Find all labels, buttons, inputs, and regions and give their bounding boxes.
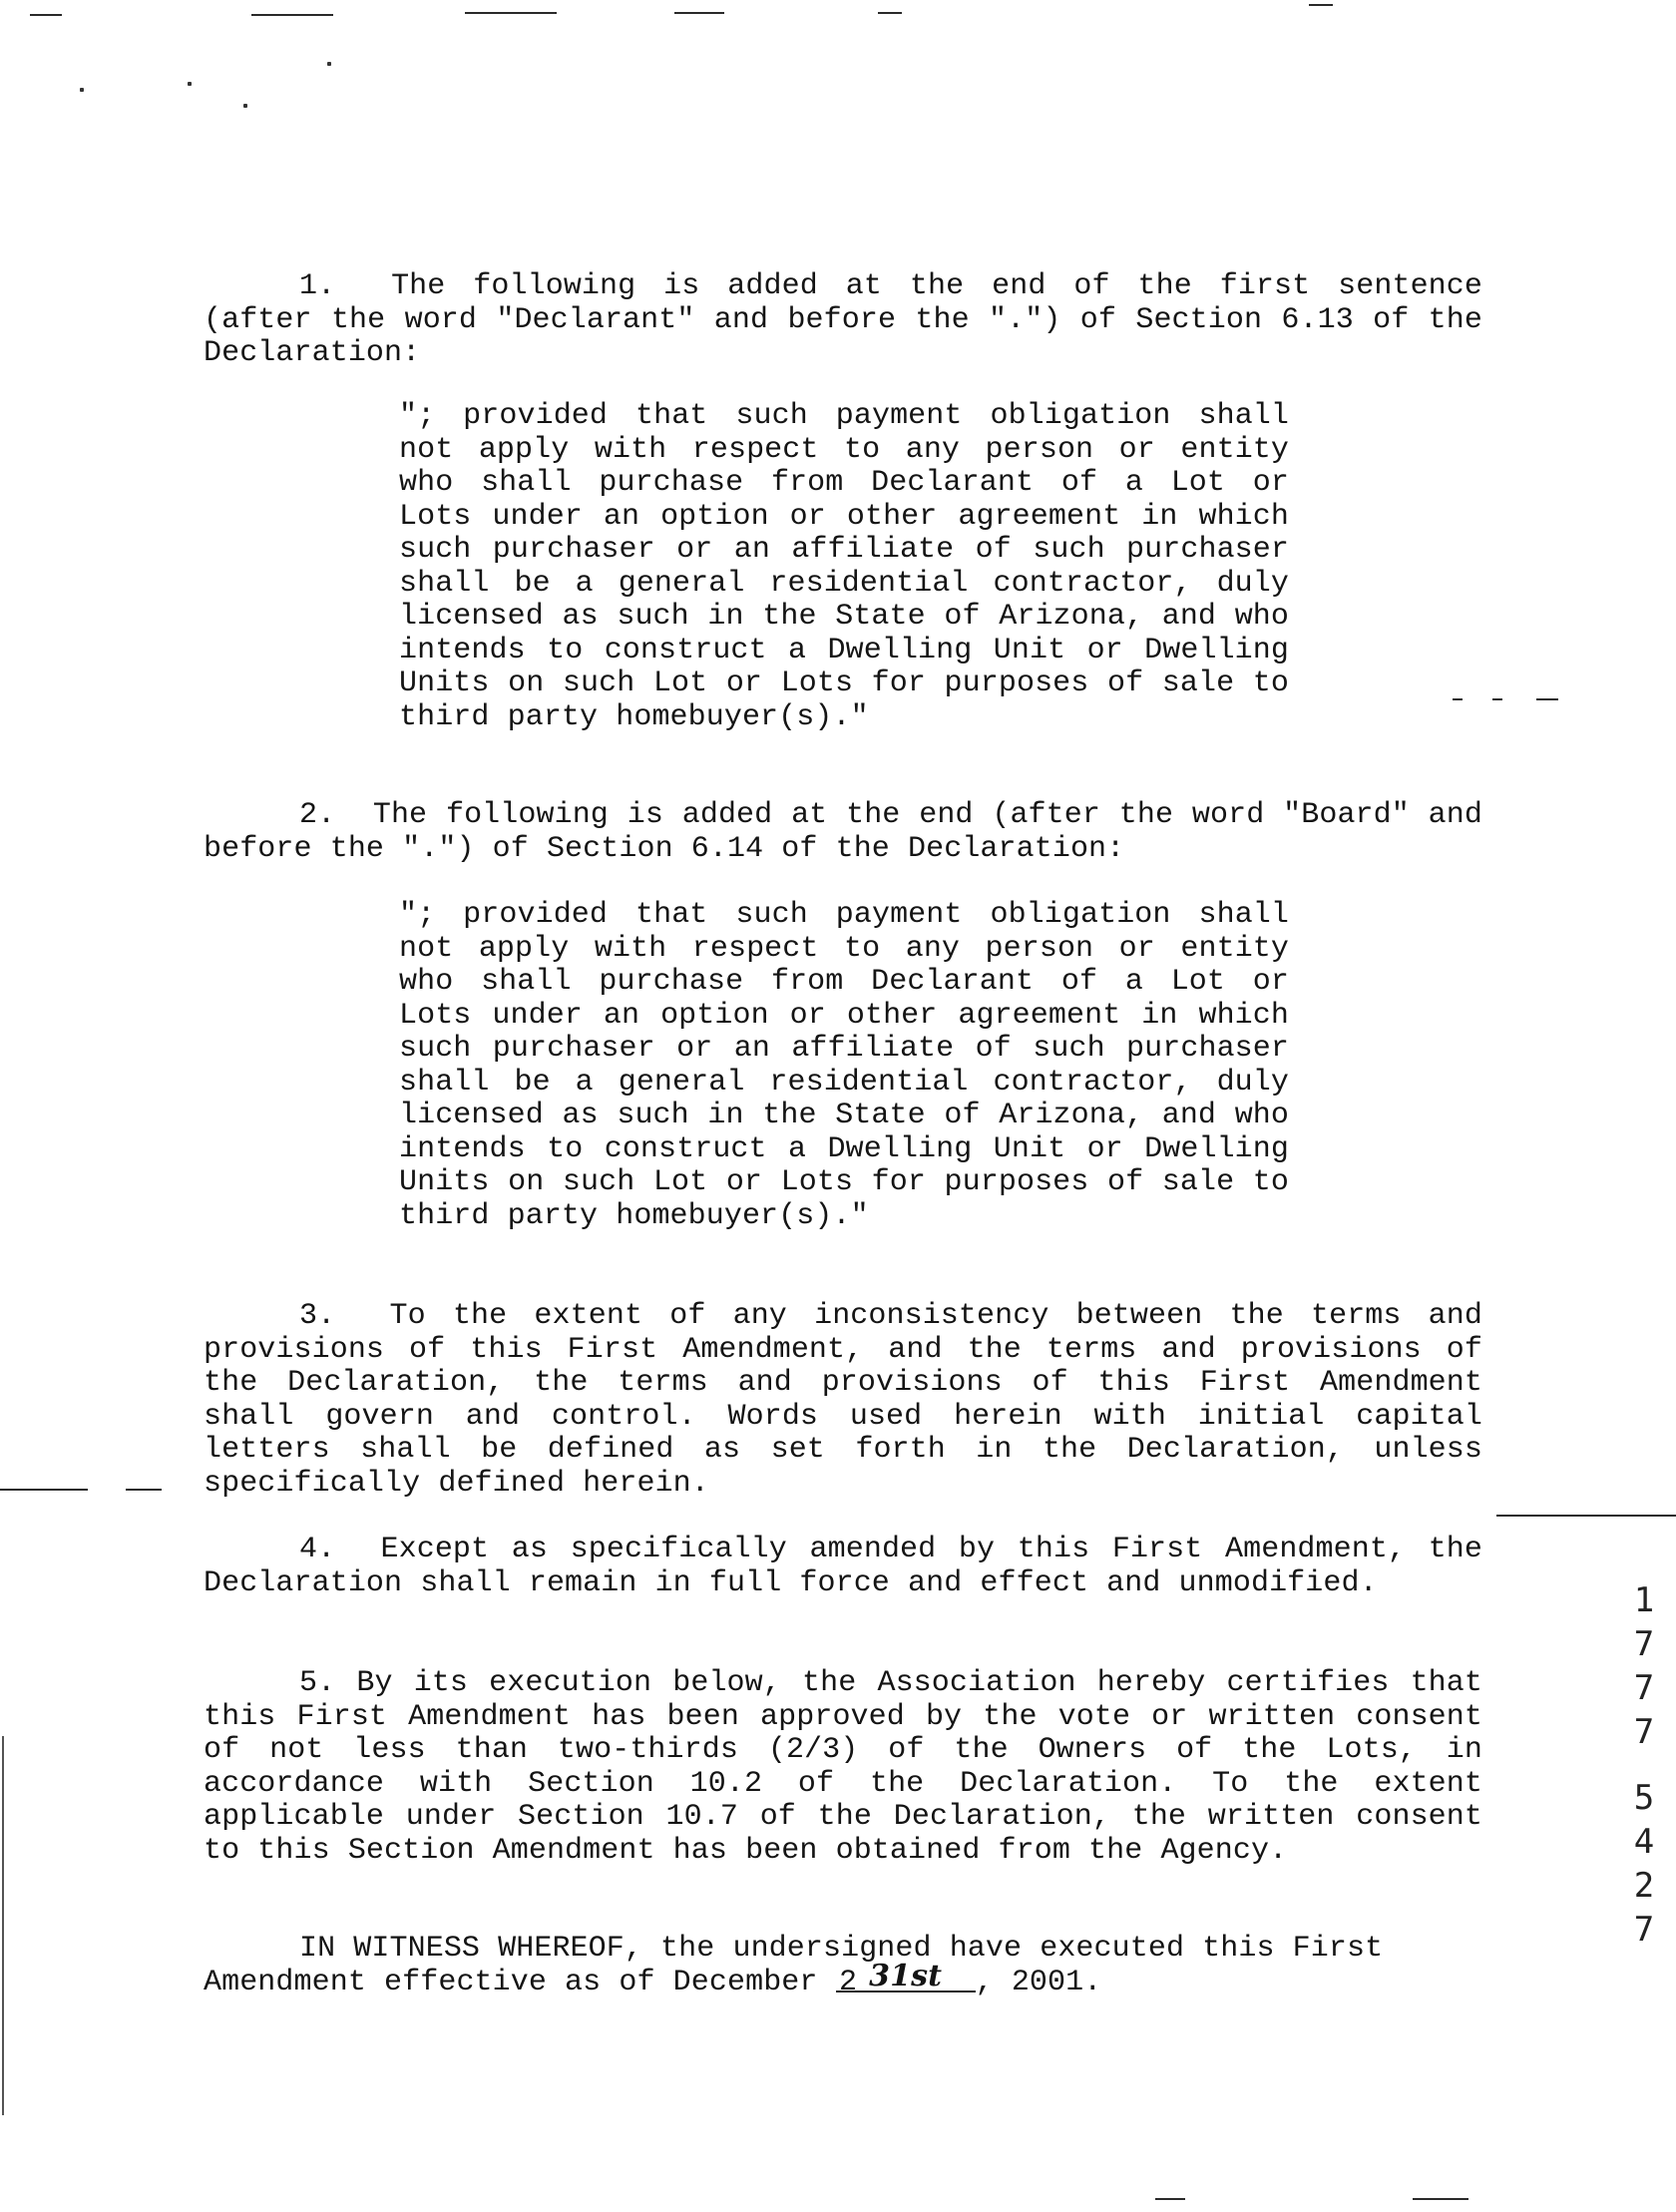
quoted-proviso-1-text: "; provided that such payment obligation shall not apply with respect to any person or entity who shall purchase from Declarant of a Lot or Lots under an option or other agreement in which such purchaser or an affiliate of such purchaser shall be a general residential contractor, duly licensed as such in the State of Arizona, and who intends to construct a Dwelling Unit or Dwelling Units on such Lot or Lots for purposes of sale to third party homebuyer(s)." (399, 399, 1308, 734)
stamp-digit: 7 (1633, 1668, 1655, 1708)
quoted-proviso-1 (399, 333, 1308, 801)
scan-mark (1492, 698, 1502, 700)
scan-speck (80, 88, 84, 92)
page-number: 2 (838, 1966, 857, 1999)
scan-mark (0, 1489, 88, 1491)
scan-mark (251, 14, 333, 16)
scan-mark (674, 12, 724, 14)
scan-mark (1496, 1515, 1676, 1517)
quoted-proviso-2 (399, 832, 1308, 1300)
stamp-digit: 5 (1633, 1778, 1655, 1818)
scan-mark (878, 12, 902, 14)
paragraph-3-text: 3. To the extent of any inconsistency between the terms and provisions of this First Amendment, and the terms and provisions of the Declaration, the terms and provisions of this First Amendment shall govern and control. Words used herein with initial capital letters shall be defined as set forth in the Declaration, unless specifically defined herein. (204, 1299, 1501, 1501)
paragraph-4-text: 4. Except as specifically amended by this First Amendment, the Declaration shall remain in full force and effect and unmodified. (204, 1533, 1501, 1600)
handwritten-date: 31st (836, 1963, 976, 1992)
stamp-digit: 7 (1633, 1624, 1655, 1664)
stamp-digit: 7 (1633, 1712, 1655, 1752)
stamp-digit: 7 (1633, 1910, 1655, 1950)
scan-edge (2, 1736, 4, 2115)
scan-mark (1155, 2198, 1185, 2200)
scan-mark (30, 14, 62, 16)
scan-mark (1453, 698, 1463, 700)
paragraph-1-text: 1. The following is added at the end of the first sentence (after the word "Declarant" and before the ".") of Section 6.13 of the Declaration: (204, 269, 1501, 370)
scan-mark (126, 1489, 162, 1491)
paragraph-2-text: 2. The following is added at the end (after the word "Board" and before the ".") of Section 6.14 of the Declaration: (204, 798, 1501, 866)
scan-mark (1309, 4, 1333, 6)
scan-mark (1536, 698, 1558, 700)
scan-mark (465, 12, 557, 14)
recording-number-stamp (1624, 1578, 1664, 1952)
scan-mark (1413, 2198, 1468, 2200)
paragraph-5-text: 5. By its execution below, the Association hereby certifies that this First Amendment has been approved by the vote or written consent of not less than two-thirds (2/3) of the Owners of the Lots, in accordance with Section 10.2 of the Declaration. To the extent applicable under Section 10.7 of the Declaration, the written consent to this Section Amendment has been obtained from the Agency. (204, 1666, 1501, 1868)
witness-text: IN WITNESS WHEREOF, the undersigned have executed this First Amendment effective as of December (204, 1932, 1402, 1999)
scan-speck (188, 82, 192, 86)
scan-speck (243, 104, 247, 108)
quoted-proviso-2-text: "; provided that such payment obligation shall not apply with respect to any person or entity who shall purchase from Declarant of a Lot or Lots under an option or other agreement in which such purchaser or an affiliate of such purchaser shall be a general residential contractor, duly licensed as such in the State of Arizona, and who intends to construct a Dwelling Unit or Dwelling Units on such Lot or Lots for purposes of sale to third party homebuyer(s)." (399, 898, 1308, 1233)
stamp-digit: 2 (1633, 1866, 1655, 1906)
scan-speck (327, 62, 331, 66)
stamp-digit: 1 (1633, 1580, 1655, 1620)
stamp-digit: 4 (1633, 1822, 1655, 1862)
witness-year: , 2001. (975, 1965, 1102, 1999)
